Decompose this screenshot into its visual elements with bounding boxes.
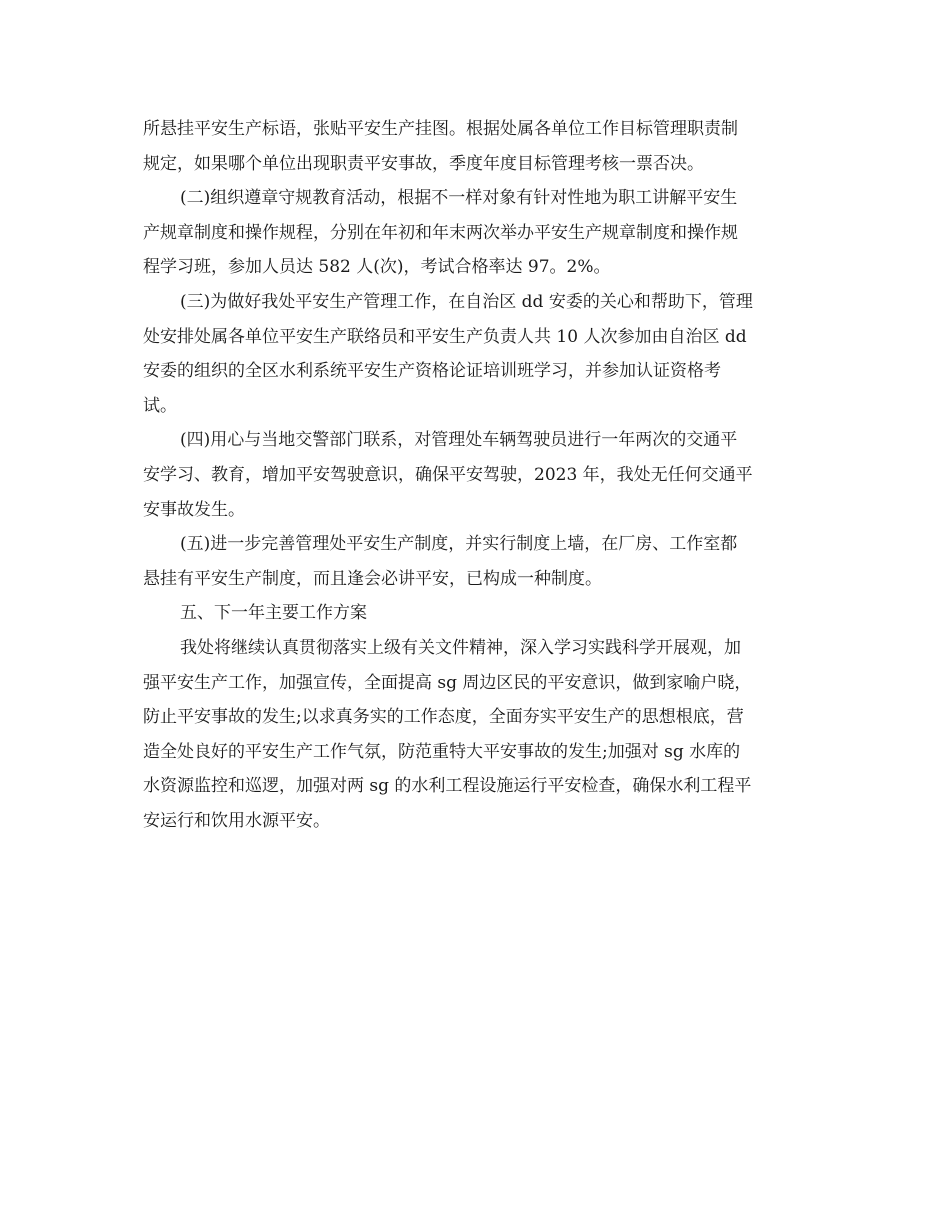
text-line: 产规章制度和操作规程，分别在年初和年末两次举办平安生产规章制度和操作规: [143, 222, 738, 243]
text-line: 造全处良好的平安生产工作气氛，防范重特大平安事故的发生;加强对 sg 水库的: [143, 741, 741, 762]
text-line: 强平安生产工作，加强宣传，全面提高 sg 周边区民的平安意识，做到家喻户晓，: [143, 672, 752, 693]
text-line: 安学习、教育，增加平安驾驶意识，确保平安驾驶，2023 年，我处无任何交通平: [143, 464, 753, 485]
text-line: 安运行和饮用水源平安。: [143, 810, 330, 831]
text-line: 安委的组织的全区水利系统平安生产资格论证培训班学习，并参加认证资格考: [143, 361, 721, 382]
text-line: 试。: [143, 395, 177, 416]
text-line: 安事故发生。: [143, 499, 245, 520]
text-line: 悬挂有平安生产制度，而且逢会必讲平安，已构成一种制度。: [143, 568, 602, 589]
text-line: 水资源监控和巡逻，加强对两 sg 的水利工程设施运行平安检查，确保水利工程平: [143, 776, 752, 797]
paragraph-first-line: (二)组织遵章守规教育活动，根据不一样对象有针对性地为职工讲解平安生: [180, 188, 738, 209]
text-line: 处安排处属各单位平安生产联络员和平安生产负责人共 10 人次参加由自治区 dd: [143, 326, 747, 347]
text-line: 程学习班，参加人员达 582 人(次)，考试合格率达 97。2%。: [143, 257, 611, 278]
section-heading: 五、下一年主要工作方案: [180, 603, 367, 624]
text-line: 防止平安事故的发生;以求真务实的工作态度，全面夯实平安生产的思想根底，营: [143, 707, 744, 728]
paragraph-first-line: (四)用心与当地交警部门联系，对管理处车辆驾驶员进行一年两次的交通平: [180, 430, 738, 451]
paragraph-first-line: (五)进一步完善管理处平安生产制度，并实行制度上墙，在厂房、工作室都: [180, 534, 738, 555]
text-line: 规定，如果哪个单位出现职责平安事故，季度年度目标管理考核一票否决。: [143, 153, 704, 174]
text-line: 所悬挂平安生产标语，张贴平安生产挂图。根据处属各单位工作目标管理职责制: [143, 119, 738, 139]
paragraph-first-line: 我处将继续认真贯彻落实上级有关文件精神，深入学习实践科学开展观，加: [180, 637, 741, 658]
paragraph-first-line: (三)为做好我处平安生产管理工作，在自治区 dd 安委的关心和帮助下，管理: [180, 291, 753, 312]
document-body: [143, 112, 808, 838]
